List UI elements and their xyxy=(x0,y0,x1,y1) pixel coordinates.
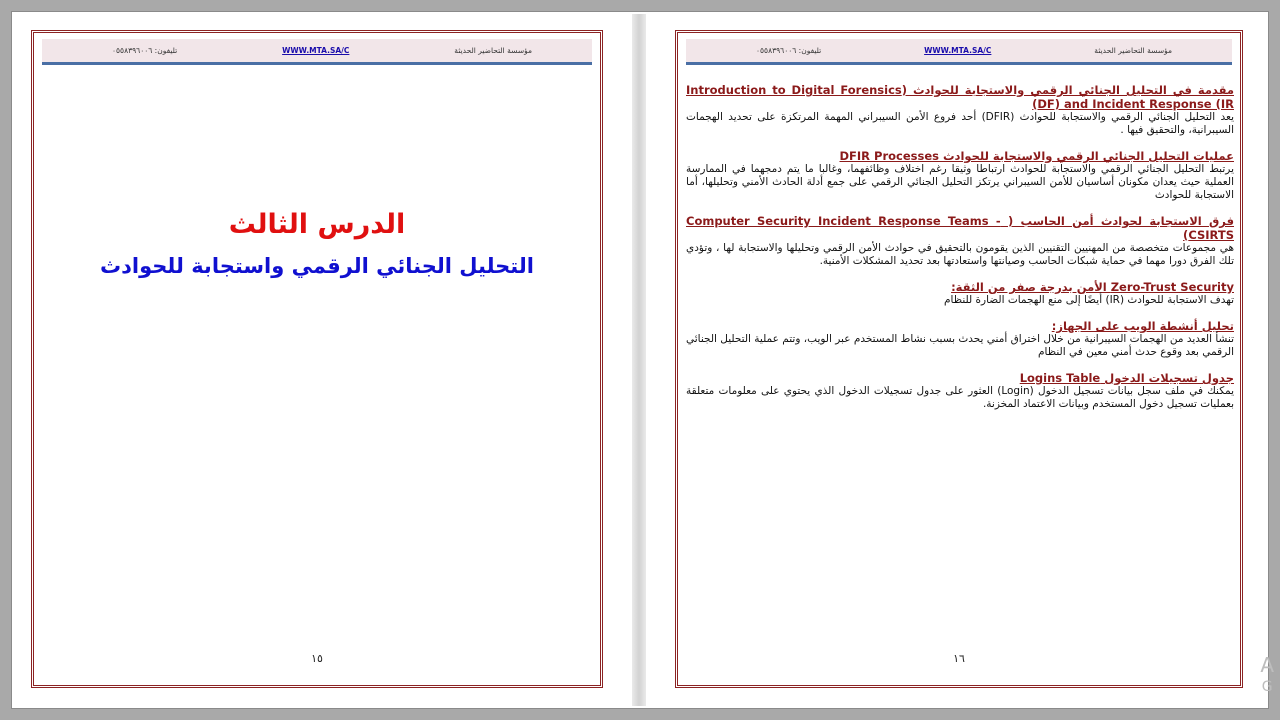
lesson-title: الدرس الثالث xyxy=(228,209,406,240)
header-phone: تليفون: ٠٥٥٨٣٩٦٠٠٦ xyxy=(112,46,178,55)
section-title: فرق الاستجابة لحوادث أمن الحاسب ( Computer Security Incident Response Teams - CSIRTS) xyxy=(686,214,1234,242)
section-body: يعد التحليل الجنائي الرقمي والاستجابة للحوادث (DFIR) أحد فروع الأمن السيبراني المهمة المرتكزة على تحديد الهجمات السيبرانية، والتحقيق فيها . xyxy=(686,111,1234,136)
watermark-line: G xyxy=(1261,679,1273,695)
section-body: يمكنك في ملف سجل بيانات تسجيل الدخول (Login) العثور على جدول تسجيلات الدخول الذي يحتوي على معلومات متعلقة بعمليات تسجيل دخول المستخدم وبيانات الاعتماد المخزنة. xyxy=(686,385,1234,410)
lesson-subtitle: التحليل الجنائي الرقمي واستجابة للحوادث xyxy=(100,254,534,278)
section-body: تهدف الاستجابة للحوادث (IR) أيضًا إلى منع الهجمات الضارة للنظام xyxy=(944,294,1234,306)
section-body: هي مجموعات متخصصة من المهنيين التقنيين الذين يقومون بالتحقيق في حوادث الأمن الرقمي وتحليلها والاستجابة لها ، وتؤدي تلك الفرق دورا مهما في حماية شبكات الحاسب وصيانتها واستعادتها بعد تحديد المشكلات الأمنية. xyxy=(686,242,1234,267)
page-content xyxy=(686,83,1234,423)
section-csirts xyxy=(686,214,1234,268)
header-url-link[interactable]: WWW.MTA.SA/C xyxy=(282,46,350,55)
header-org: مؤسسة التحاضير الحديثة xyxy=(1094,46,1172,55)
section-title: جدول تسجيلات الدخول Logins Table xyxy=(1019,371,1234,385)
section-intro xyxy=(686,83,1234,137)
section-web-activity xyxy=(686,319,1234,359)
page-left xyxy=(31,30,603,688)
section-zero-trust xyxy=(686,280,1234,307)
header-org: مؤسسة التحاضير الحديثة xyxy=(454,46,532,55)
section-title: تحليل أنشطة الويب على الجهاز: xyxy=(1051,319,1234,333)
book-spine xyxy=(632,14,646,706)
section-title: مقدمة في التحليل الجنائي الرقمي والاستجابة للحوادث (Introduction to Digital Forensics (DF) and Incident Response (IR xyxy=(686,83,1234,111)
section-dfir-processes xyxy=(686,149,1234,202)
header-phone: تليفون: ٠٥٥٨٣٩٦٠٠٦ xyxy=(756,46,822,55)
lesson-block xyxy=(34,209,600,278)
page-header xyxy=(42,39,592,65)
page-right xyxy=(675,30,1243,688)
page-number: ١٦ xyxy=(953,652,965,665)
section-title: عمليات التحليل الجنائي الرقمي والاستجابة للحوادث DFIR Processes xyxy=(839,149,1234,163)
section-title: Zero-Trust Security الأمن بدرجة صفر من الثقة: xyxy=(951,280,1234,294)
section-body: يرتبط التحليل الجنائي الرقمي والاستجابة للحوادث ارتباطا وثيقا رغم اختلاف وظائفهما، وغالبا ما يتم دمجهما في الممارسة العملية حيث يعدان مكونان أساسيان للأمن السيبراني يرتكز التحليل الجنائي الرقمي على جمع أدلة الحادث الأمني وتحليلها، أما الاستجابة للحوادث xyxy=(686,163,1234,201)
page-number: ١٥ xyxy=(311,652,323,665)
header-url-link[interactable]: WWW.MTA.SA/C xyxy=(924,46,992,55)
activation-watermark xyxy=(1260,654,1274,698)
watermark-line: A xyxy=(1260,653,1274,677)
page-header xyxy=(686,39,1232,65)
section-logins-table xyxy=(686,371,1234,411)
section-body: تنشأ العديد من الهجمات السيبرانية من خلال اختراق أمني يحدث بسبب نشاط المستخدم عبر الويب، وتتم عملية التحليل الجنائي الرقمي بعد وقوع حدث أمني معين في النظام xyxy=(686,333,1234,358)
